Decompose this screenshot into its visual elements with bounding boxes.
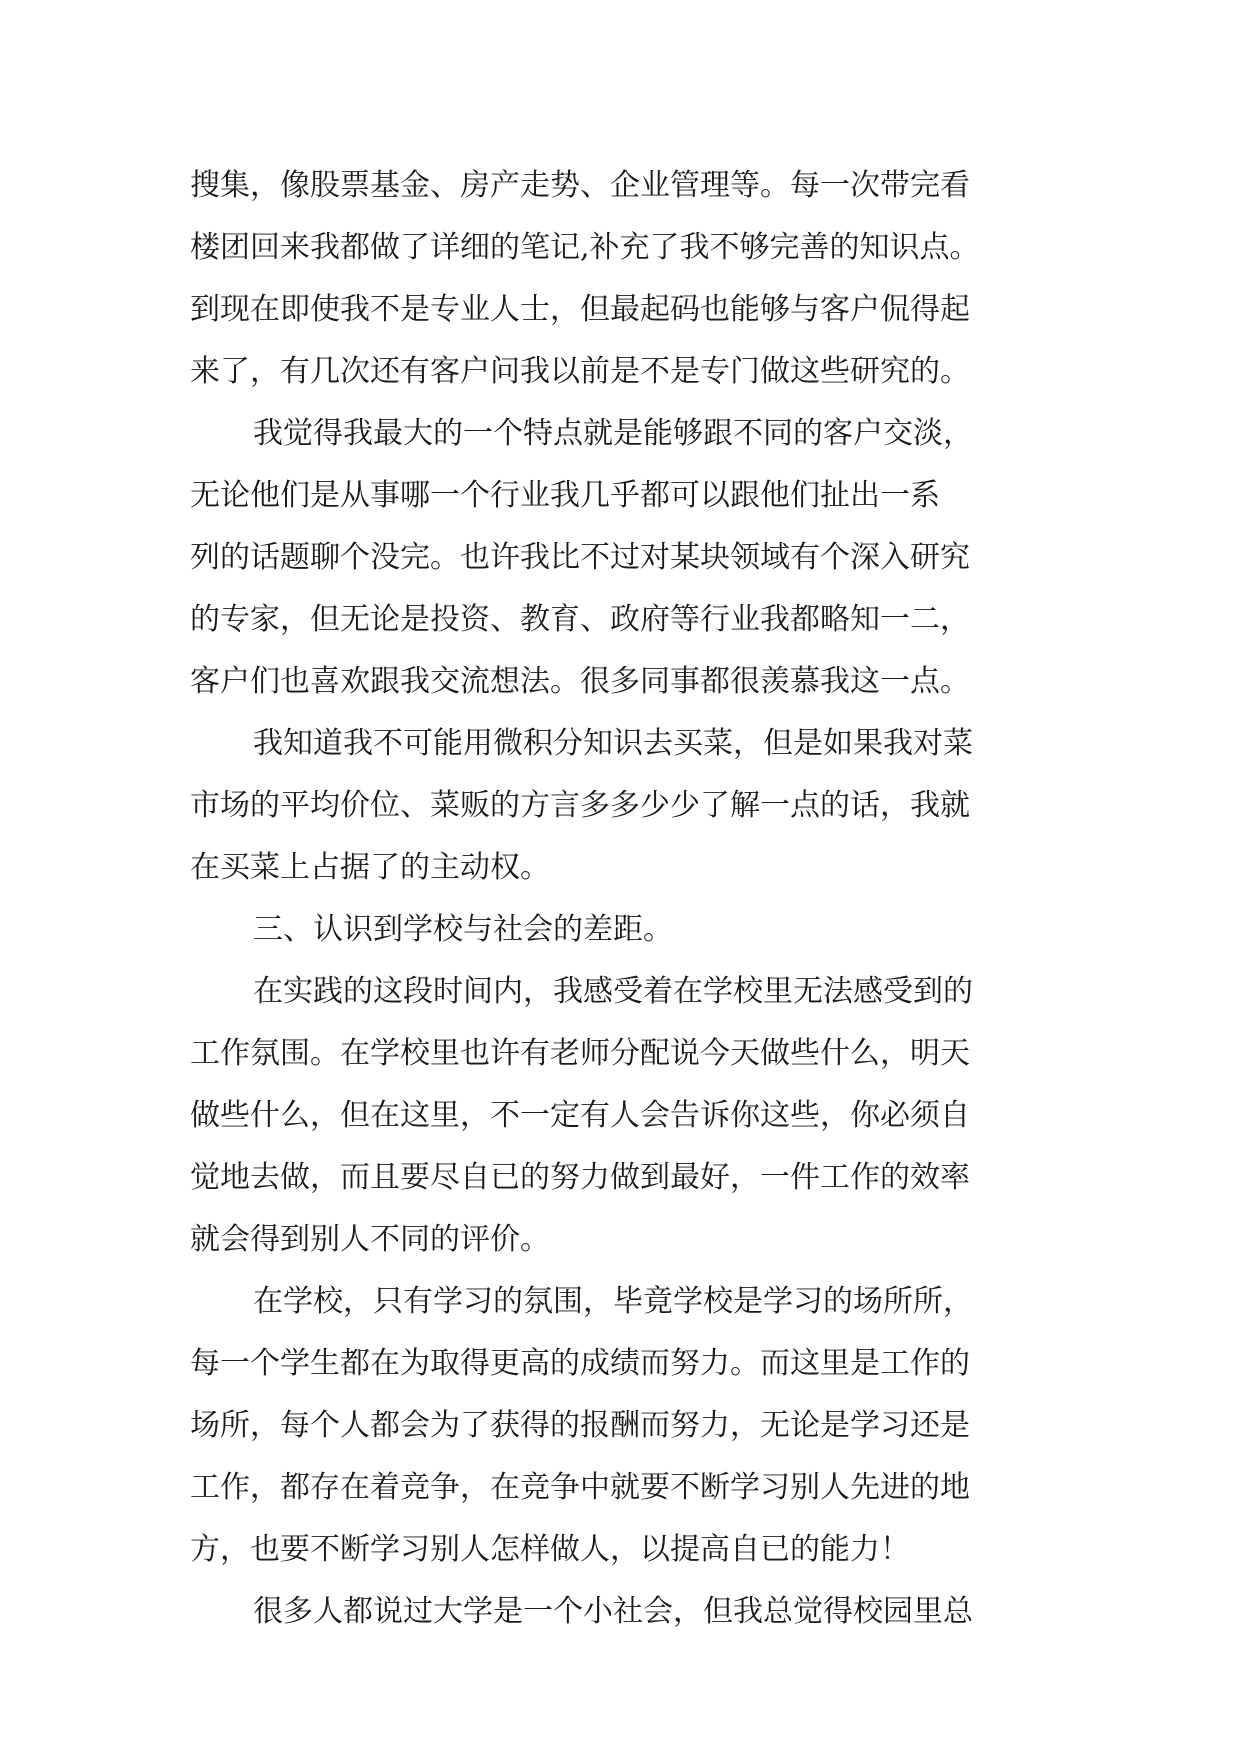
body-text-line: 无论他们是从事哪一个行业我几乎都可以跟他们扯出一系	[190, 478, 940, 513]
body-text-line: 在买菜上占据了的主动权。	[190, 850, 550, 885]
paragraph-first-line: 很多人都说过大学是一个小社会，但我总觉得校园里总	[253, 1594, 973, 1629]
paragraph-first-line: 我知道我不可能用微积分知识去买菜，但是如果我对菜	[253, 726, 973, 761]
body-text-line: 市场的平均价位、菜贩的方言多多少少了解一点的话，我就	[190, 788, 970, 823]
section-heading: 三、认识到学校与社会的差距。	[253, 912, 673, 947]
body-text-line: 方，也要不断学习别人怎样做人，以提高自已的能力！	[190, 1532, 910, 1567]
body-text-line: 楼团回来我都做了详细的笔记,补充了我不够完善的知识点。	[190, 230, 980, 265]
body-text-line: 列的话题聊个没完。也许我比不过对某块领域有个深入研究	[190, 540, 970, 575]
paragraph-first-line: 我觉得我最大的一个特点就是能够跟不同的客户交淡，	[253, 416, 973, 451]
paragraph-first-line: 在实践的这段时间内，我感受着在学校里无法感受到的	[253, 974, 973, 1009]
body-text-line: 搜集，像股票基金、房产走势、企业管理等。每一次带完看	[190, 168, 970, 203]
body-text-line: 来了，有几次还有客户问我以前是不是专门做这些研究的。	[190, 354, 970, 389]
body-text-line: 到现在即使我不是专业人士，但最起码也能够与客户侃得起	[190, 292, 970, 327]
body-text-line: 做些什么，但在这里，不一定有人会告诉你这些，你必须自	[190, 1098, 970, 1133]
body-text-line: 客户们也喜欢跟我交流想法。很多同事都很羡慕我这一点。	[190, 664, 970, 699]
body-text-line: 的专家，但无论是投资、教育、政府等行业我都略知一二，	[190, 602, 970, 637]
body-text-line: 工作氛围。在学校里也许有老师分配说今天做些什么，明天	[190, 1036, 970, 1071]
body-text-line: 就会得到别人不同的评价。	[190, 1222, 550, 1257]
body-text-line: 每一个学生都在为取得更高的成绩而努力。而这里是工作的	[190, 1346, 970, 1381]
paragraph-first-line: 在学校，只有学习的氛围，毕竟学校是学习的场所所，	[253, 1284, 973, 1319]
body-text-line: 场所，每个人都会为了获得的报酬而努力，无论是学习还是	[190, 1408, 970, 1443]
body-text-line: 工作，都存在着竞争，在竞争中就要不断学习别人先进的地	[190, 1470, 970, 1505]
body-text-line: 觉地去做，而且要尽自已的努力做到最好，一件工作的效率	[190, 1160, 970, 1195]
